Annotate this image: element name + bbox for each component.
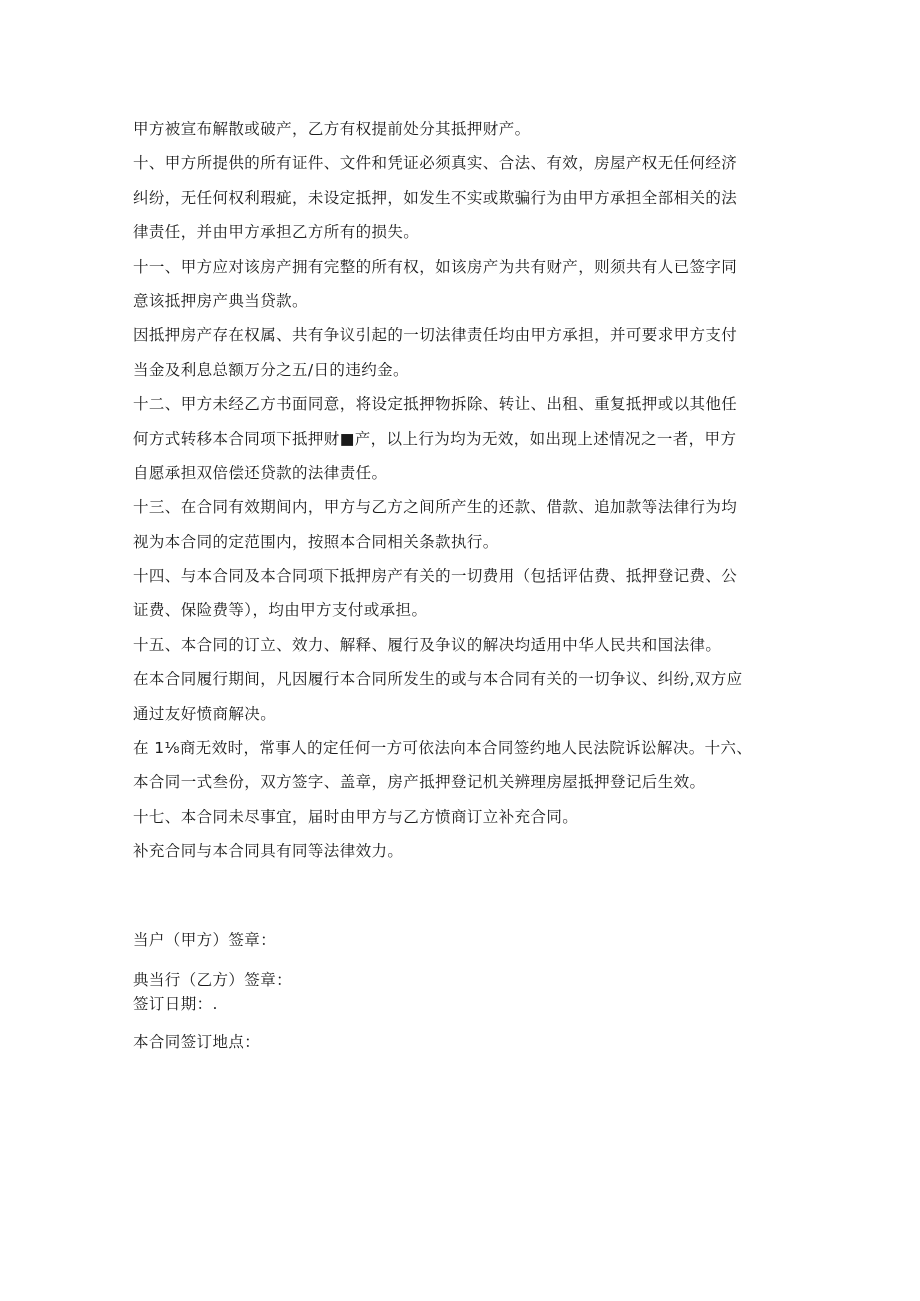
text-line: 纠纷，无任何权利瑕疵，未设定抵押，如发生不实或欺骗行为由甲方承担全部相关的法 xyxy=(133,188,738,207)
text-line: 补充合同与本合同具有同等法律效力。 xyxy=(133,842,404,861)
text-line: 通过友好愤商解决。 xyxy=(133,704,277,723)
text-line: 证费、保险费等），均由甲方支付或承担。 xyxy=(133,601,428,620)
text-line: 十、甲方所提供的所有证件、文件和凭证必须真实、合法、有效，房屋产权无任何经济 xyxy=(133,154,738,173)
text-line: 十三、在合同有效期间内，甲方与乙方之间所产生的还款、借款、追加款等法律行为均 xyxy=(133,498,738,517)
text-line: 甲方被宣布解散或破产，乙方有权提前处分其抵押财产。 xyxy=(133,120,531,138)
signing-date-label: 签订日期：. xyxy=(133,995,218,1013)
text-line: 十七、本合同未尽事宜，届时由甲方与乙方愤商订立补充合同。 xyxy=(133,807,579,826)
text-line: 十二、甲方未经乙方书面同意，将设定抵押物拆除、转让、出租、重复抵押或以其他任 xyxy=(133,395,738,414)
text-line: 律责任，并由甲方承担乙方所有的损失。 xyxy=(133,223,420,242)
contract-body xyxy=(133,112,813,869)
text-line: 在 1⅛商无效时，常事人的定任何一方可依法向本合同签约地人民法院诉讼解决。十六、 xyxy=(133,739,753,758)
party-a-signature-label: 当户（甲方）签章： xyxy=(133,931,277,949)
party-b-signature-label: 典当行（乙方）签章： xyxy=(133,971,293,989)
text-line: 意该抵押房产典当贷款。 xyxy=(133,291,308,310)
text-line: 何方式转移本合同项下抵押财■产，以上行为均为无效，如出现上述情况之一者，甲方 xyxy=(133,429,737,448)
text-line: 在本合同履行期间，凡因履行本合同所发生的或与本合同有关的一切争议、纠纷,双方应 xyxy=(133,670,743,689)
text-line: 本合同一式叁份，双方签字、盖章，房产抵押登记机关辨理房屋抵押登记后生效。 xyxy=(133,773,706,792)
text-line: 十四、与本合同及本合同项下抵押房产有关的一切费用（包括评估费、抵押登记费、公 xyxy=(133,567,738,586)
signing-place-label: 本合同签订地点： xyxy=(133,1033,261,1051)
text-line: 自愿承担双倍偿还贷款的法律责任。 xyxy=(133,463,388,482)
text-line: 当金及利息总额万分之五/日的违约金。 xyxy=(133,360,409,379)
text-line: 视为本合同的定范围内，按照本合同相关条款执行。 xyxy=(133,532,499,551)
text-line: 十一、甲方应对该房产拥有完整的所有权，如该房产为共有财产，则须共有人已签字同 xyxy=(133,257,738,276)
text-line: 十五、本合同的订立、效力、解释、履行及争议的解决均适用中华人民共和国法律。 xyxy=(133,635,722,654)
text-line: 因抵押房产存在权属、共有争议引起的一切法律责任均由甲方承担，并可要求甲方支付 xyxy=(133,326,738,345)
